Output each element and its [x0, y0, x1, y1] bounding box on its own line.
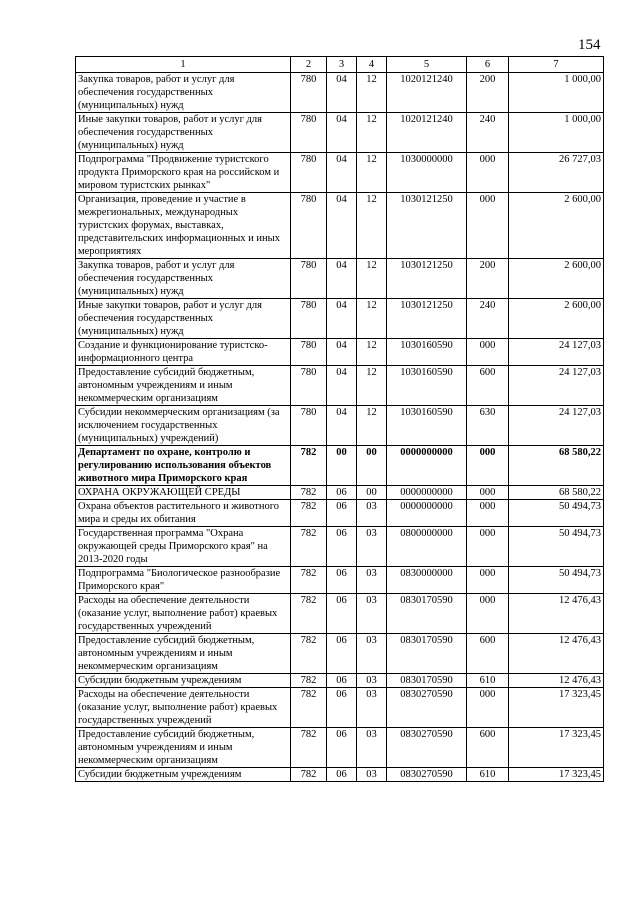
row-code-cell: 782 [291, 446, 327, 486]
row-code-cell: 780 [291, 193, 327, 259]
row-section-cell: 04 [327, 299, 357, 339]
table-row [76, 594, 604, 634]
row-code-cell: 780 [291, 259, 327, 299]
row-code-cell: 782 [291, 500, 327, 527]
row-subsection-cell: 03 [357, 594, 387, 634]
row-name-cell: Создание и функционирование туристско-информационного центра [76, 339, 291, 366]
row-code-cell: 782 [291, 768, 327, 782]
table-row [76, 73, 604, 113]
row-target-code-cell: 0800000000 [387, 527, 467, 567]
row-target-code-cell: 0830170590 [387, 674, 467, 688]
row-expense-type-cell: 200 [467, 73, 509, 113]
row-subsection-cell: 03 [357, 674, 387, 688]
row-expense-type-cell: 000 [467, 446, 509, 486]
row-section-cell: 04 [327, 339, 357, 366]
row-expense-type-cell: 610 [467, 768, 509, 782]
row-target-code-cell: 1030121250 [387, 193, 467, 259]
row-subsection-cell: 12 [357, 406, 387, 446]
row-target-code-cell: 0000000000 [387, 446, 467, 486]
row-expense-type-cell: 600 [467, 728, 509, 768]
row-section-cell: 00 [327, 446, 357, 486]
row-section-cell: 06 [327, 567, 357, 594]
row-name-cell: Предоставление субсидий бюджетным, автономным учреждениям и иным некоммерческим организациям [76, 634, 291, 674]
row-name-cell: Иные закупки товаров, работ и услуг для обеспечения государственных (муниципальных) нужд [76, 299, 291, 339]
row-expense-type-cell: 610 [467, 674, 509, 688]
row-section-cell: 06 [327, 486, 357, 500]
row-code-cell: 782 [291, 486, 327, 500]
row-section-cell: 06 [327, 728, 357, 768]
row-target-code-cell: 0830170590 [387, 594, 467, 634]
row-expense-type-cell: 000 [467, 193, 509, 259]
table-row [76, 674, 604, 688]
row-section-cell: 04 [327, 113, 357, 153]
row-expense-type-cell: 600 [467, 634, 509, 674]
row-name-cell: Субсидии бюджетным учреждениям [76, 768, 291, 782]
row-amount-cell: 68 580,22 [509, 486, 604, 500]
row-amount-cell: 24 127,03 [509, 366, 604, 406]
row-target-code-cell: 1020121240 [387, 113, 467, 153]
row-name-cell: Субсидии некоммерческим организациям (за исключением государственных (муниципальных) учреждений) [76, 406, 291, 446]
row-code-cell: 780 [291, 366, 327, 406]
column-header: 3 [327, 57, 357, 73]
row-target-code-cell: 1030160590 [387, 366, 467, 406]
table-row [76, 446, 604, 486]
row-name-cell: Расходы на обеспечение деятельности (оказание услуг, выполнение работ) краевых государственных учреждений [76, 594, 291, 634]
table-row [76, 259, 604, 299]
row-amount-cell: 2 600,00 [509, 299, 604, 339]
table-body [76, 73, 604, 782]
column-header: 7 [509, 57, 604, 73]
row-code-cell: 782 [291, 674, 327, 688]
row-section-cell: 04 [327, 406, 357, 446]
row-subsection-cell: 03 [357, 527, 387, 567]
row-target-code-cell: 0000000000 [387, 500, 467, 527]
row-name-cell: Организация, проведение и участие в межрегиональных, международных туристских форумах, выставках, представительских информационных и иных мероприятиях [76, 193, 291, 259]
row-section-cell: 06 [327, 688, 357, 728]
table-row [76, 299, 604, 339]
row-name-cell: Расходы на обеспечение деятельности (оказание услуг, выполнение работ) краевых государственных учреждений [76, 688, 291, 728]
column-header: 6 [467, 57, 509, 73]
row-amount-cell: 50 494,73 [509, 527, 604, 567]
row-subsection-cell: 12 [357, 193, 387, 259]
table-row [76, 728, 604, 768]
row-expense-type-cell: 000 [467, 486, 509, 500]
row-expense-type-cell: 000 [467, 339, 509, 366]
row-amount-cell: 2 600,00 [509, 259, 604, 299]
row-name-cell: Закупка товаров, работ и услуг для обеспечения государственных (муниципальных) нужд [76, 259, 291, 299]
row-amount-cell: 1 000,00 [509, 73, 604, 113]
row-code-cell: 782 [291, 594, 327, 634]
row-expense-type-cell: 240 [467, 299, 509, 339]
row-expense-type-cell: 240 [467, 113, 509, 153]
row-section-cell: 06 [327, 634, 357, 674]
row-subsection-cell: 12 [357, 113, 387, 153]
table-row [76, 153, 604, 193]
row-amount-cell: 17 323,45 [509, 688, 604, 728]
table-row [76, 366, 604, 406]
table-row [76, 567, 604, 594]
row-target-code-cell: 0830170590 [387, 634, 467, 674]
row-target-code-cell: 0000000000 [387, 486, 467, 500]
table-row [76, 406, 604, 446]
row-name-cell: Предоставление субсидий бюджетным, автономным учреждениям и иным некоммерческим организациям [76, 366, 291, 406]
row-subsection-cell: 12 [357, 259, 387, 299]
row-amount-cell: 68 580,22 [509, 446, 604, 486]
header-row [76, 57, 604, 73]
row-target-code-cell: 1020121240 [387, 73, 467, 113]
table-row [76, 634, 604, 674]
row-section-cell: 04 [327, 259, 357, 299]
row-subsection-cell: 03 [357, 634, 387, 674]
row-code-cell: 780 [291, 113, 327, 153]
row-code-cell: 780 [291, 406, 327, 446]
row-section-cell: 04 [327, 193, 357, 259]
row-code-cell: 780 [291, 299, 327, 339]
row-section-cell: 06 [327, 500, 357, 527]
row-section-cell: 04 [327, 366, 357, 406]
row-subsection-cell: 03 [357, 567, 387, 594]
row-expense-type-cell: 000 [467, 153, 509, 193]
row-subsection-cell: 03 [357, 768, 387, 782]
row-section-cell: 06 [327, 768, 357, 782]
row-code-cell: 780 [291, 339, 327, 366]
table-row [76, 527, 604, 567]
row-name-cell: Закупка товаров, работ и услуг для обеспечения государственных (муниципальных) нужд [76, 73, 291, 113]
row-amount-cell: 50 494,73 [509, 500, 604, 527]
row-subsection-cell: 03 [357, 688, 387, 728]
row-amount-cell: 12 476,43 [509, 674, 604, 688]
row-name-cell: Охрана объектов растительного и животного мира и среды их обитания [76, 500, 291, 527]
row-name-cell: ОХРАНА ОКРУЖАЮЩЕЙ СРЕДЫ [76, 486, 291, 500]
row-code-cell: 782 [291, 634, 327, 674]
row-subsection-cell: 00 [357, 486, 387, 500]
row-subsection-cell: 12 [357, 299, 387, 339]
row-amount-cell: 24 127,03 [509, 406, 604, 446]
row-subsection-cell: 03 [357, 728, 387, 768]
row-expense-type-cell: 000 [467, 567, 509, 594]
table-row [76, 688, 604, 728]
table-row [76, 486, 604, 500]
row-subsection-cell: 03 [357, 500, 387, 527]
row-expense-type-cell: 000 [467, 594, 509, 634]
budget-table [75, 56, 604, 782]
row-expense-type-cell: 600 [467, 366, 509, 406]
row-target-code-cell: 1030121250 [387, 299, 467, 339]
row-subsection-cell: 00 [357, 446, 387, 486]
row-code-cell: 782 [291, 567, 327, 594]
page-number: 154 [578, 37, 601, 53]
row-section-cell: 04 [327, 73, 357, 113]
row-section-cell: 04 [327, 153, 357, 193]
row-name-cell: Государственная программа "Охрана окружающей среды Приморского края" на 2013-2020 годы [76, 527, 291, 567]
column-header: 2 [291, 57, 327, 73]
row-name-cell: Предоставление субсидий бюджетным, автономным учреждениям и иным некоммерческим организациям [76, 728, 291, 768]
table-row [76, 500, 604, 527]
row-amount-cell: 26 727,03 [509, 153, 604, 193]
row-amount-cell: 50 494,73 [509, 567, 604, 594]
row-amount-cell: 12 476,43 [509, 634, 604, 674]
row-subsection-cell: 12 [357, 366, 387, 406]
table-row [76, 193, 604, 259]
row-target-code-cell: 0830270590 [387, 688, 467, 728]
row-code-cell: 782 [291, 688, 327, 728]
row-expense-type-cell: 000 [467, 500, 509, 527]
row-section-cell: 06 [327, 674, 357, 688]
row-name-cell: Субсидии бюджетным учреждениям [76, 674, 291, 688]
row-code-cell: 780 [291, 153, 327, 193]
column-header: 5 [387, 57, 467, 73]
column-header: 1 [76, 57, 291, 73]
row-amount-cell: 12 476,43 [509, 594, 604, 634]
row-amount-cell: 17 323,45 [509, 728, 604, 768]
row-amount-cell: 1 000,00 [509, 113, 604, 153]
row-target-code-cell: 1030160590 [387, 406, 467, 446]
row-target-code-cell: 0830000000 [387, 567, 467, 594]
row-code-cell: 782 [291, 728, 327, 768]
row-target-code-cell: 1030121250 [387, 259, 467, 299]
table-row [76, 768, 604, 782]
row-name-cell: Подпрограмма "Биологическое разнообразие Приморского края" [76, 567, 291, 594]
row-code-cell: 780 [291, 73, 327, 113]
row-amount-cell: 17 323,45 [509, 768, 604, 782]
row-section-cell: 06 [327, 594, 357, 634]
row-code-cell: 782 [291, 527, 327, 567]
row-amount-cell: 24 127,03 [509, 339, 604, 366]
column-header: 4 [357, 57, 387, 73]
row-subsection-cell: 12 [357, 339, 387, 366]
row-expense-type-cell: 000 [467, 527, 509, 567]
row-amount-cell: 2 600,00 [509, 193, 604, 259]
table-row [76, 113, 604, 153]
row-target-code-cell: 0830270590 [387, 728, 467, 768]
row-expense-type-cell: 200 [467, 259, 509, 299]
row-subsection-cell: 12 [357, 73, 387, 113]
row-subsection-cell: 12 [357, 153, 387, 193]
row-target-code-cell: 1030000000 [387, 153, 467, 193]
table-row [76, 339, 604, 366]
row-name-cell: Иные закупки товаров, работ и услуг для обеспечения государственных (муниципальных) нужд [76, 113, 291, 153]
row-target-code-cell: 1030160590 [387, 339, 467, 366]
row-section-cell: 06 [327, 527, 357, 567]
row-name-cell: Департамент по охране, контролю и регулированию использования объектов животного мира Приморского края [76, 446, 291, 486]
row-name-cell: Подпрограмма "Продвижение туристского продукта Приморского края на российском и мировом туристских рынках" [76, 153, 291, 193]
row-target-code-cell: 0830270590 [387, 768, 467, 782]
row-expense-type-cell: 630 [467, 406, 509, 446]
row-expense-type-cell: 000 [467, 688, 509, 728]
